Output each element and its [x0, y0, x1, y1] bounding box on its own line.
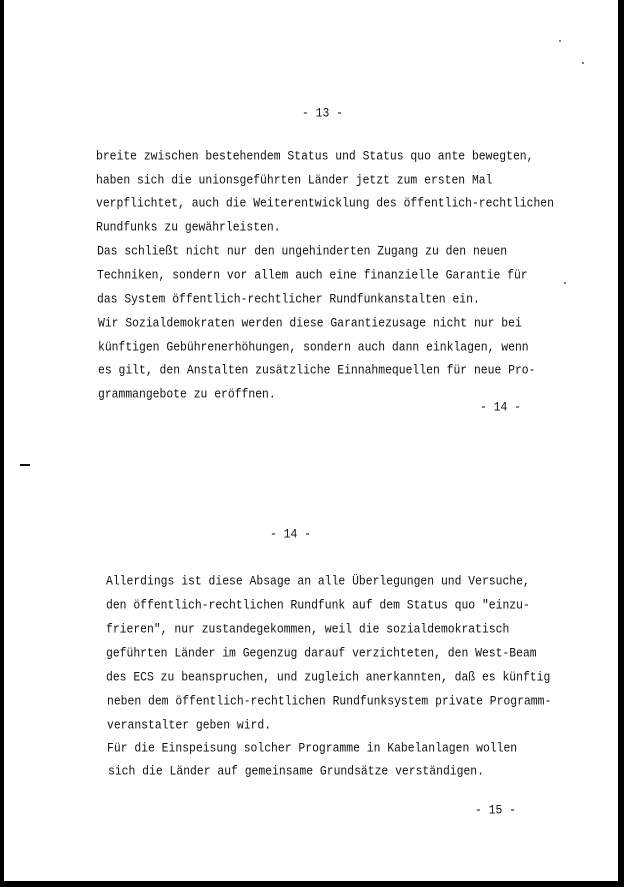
scan-speck [582, 62, 584, 64]
text-line: Das schließt nicht nur den ungehinderten Zugang zu den neuen [97, 245, 508, 259]
text-line: neben dem öffentlich-rechtlichen Rundfunksystem private Programm- [107, 695, 552, 709]
text-line: Techniken, sondern vor allem auch eine finanzielle Garantie für [97, 269, 528, 283]
scan-speck [564, 282, 566, 284]
text-line: das System öffentlich-rechtlicher Rundfunkanstalten ein. [97, 293, 480, 307]
text-line: den öffentlich-rechtlichen Rundfunk auf dem Status quo "einzu- [106, 599, 530, 613]
text-line: frieren", nur zustandegekommen, weil die sozialdemokratisch [106, 623, 510, 637]
text-line: künftigen Gebührenerhöhungen, sondern auch dann einklagen, wenn [98, 341, 529, 355]
text-line: breite zwischen bestehendem Status und Status quo ante bewegten, [96, 150, 534, 164]
text-line: verpflichtet, auch die Weiterentwicklung des öffentlich-rechtlichen [96, 197, 554, 211]
continuation-page-number: - 15 - [475, 804, 517, 818]
page-number-13: - 13 - [302, 107, 344, 121]
text-line: des ECS zu beanspruchen, und zugleich anerkannten, daß es künftig [106, 671, 551, 685]
text-line: Rundfunks zu gewährleisten. [96, 221, 281, 235]
scan-speck [559, 40, 561, 42]
text-line: Für die Einspeisung solcher Programme in Kabelanlagen wollen [107, 742, 518, 756]
continuation-page-number: - 14 - [480, 401, 522, 415]
text-line: veranstalter geben wird. [107, 719, 272, 733]
margin-mark [20, 464, 30, 466]
text-line: haben sich die unionsgeführten Länder jetzt zum ersten Mal [96, 174, 493, 188]
page-number-14: - 14 - [270, 528, 312, 542]
text-line: Wir Sozialdemokraten werden diese Garantiezusage nicht nur bei [98, 317, 522, 331]
text-line: grammangebote zu eröffnen. [98, 388, 276, 402]
text-line: sich die Länder auf gemeinsame Grundsätze verständigen. [108, 765, 484, 779]
text-line: geführten Länder im Gegenzug darauf verzichteten, den West-Beam [106, 647, 537, 661]
text-line: es gilt, den Anstalten zusätzliche Einnahmequellen für neue Pro- [98, 364, 536, 378]
text-line: Allerdings ist diese Absage an alle Überlegungen und Versuche, [106, 575, 530, 589]
scanned-page [4, 0, 618, 881]
